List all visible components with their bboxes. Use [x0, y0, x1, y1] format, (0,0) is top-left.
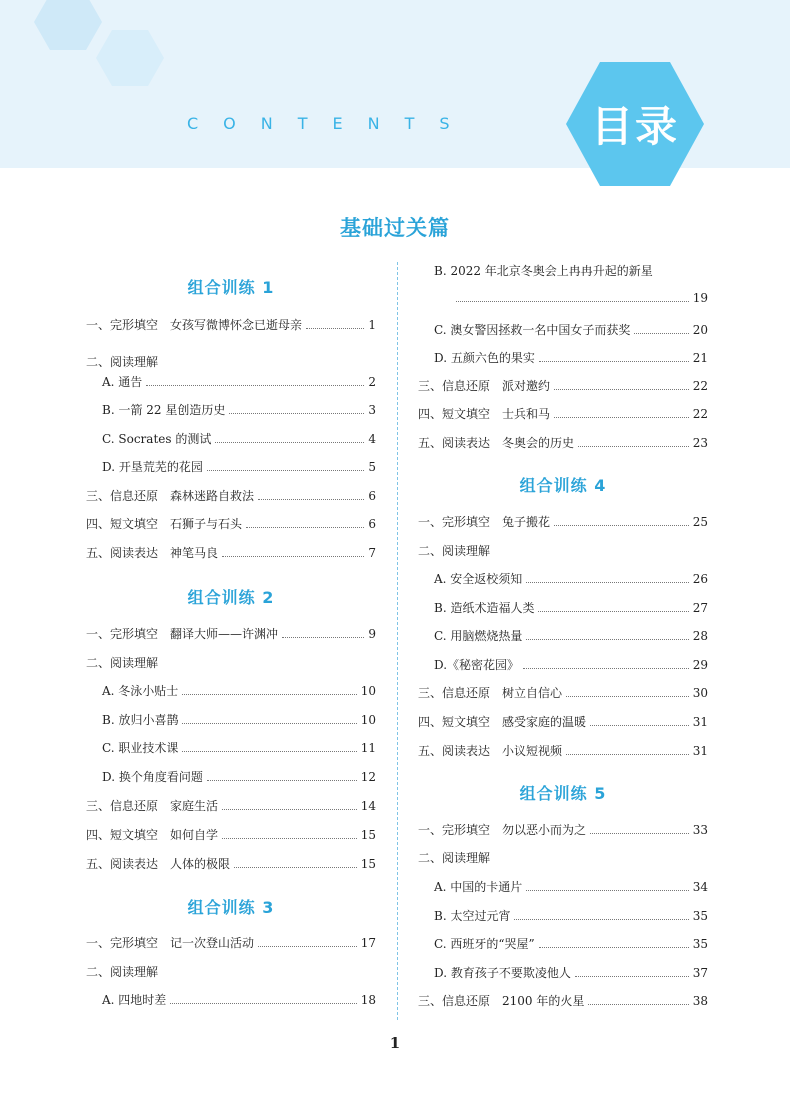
toc-entry-page: 35	[692, 909, 708, 923]
toc-entry-page: 14	[360, 799, 376, 813]
toc-entry-title: 三、信息还原 树立自信心	[418, 686, 563, 700]
toc-entry[interactable]	[418, 599, 708, 619]
dot-leader	[207, 770, 357, 781]
toc-entry-page: 10	[360, 713, 376, 727]
toc-entry-title: 一、完形填空 女孩写微博怀念已逝母亲	[86, 318, 303, 332]
toc-entry-title: 四、短文填空 感受家庭的温暖	[418, 715, 587, 729]
toc-entry[interactable]	[418, 434, 708, 454]
toc-entry-page: 11	[360, 741, 376, 755]
toc-entry[interactable]	[86, 373, 376, 393]
dot-leader	[588, 994, 688, 1005]
toc-entry[interactable]	[418, 684, 708, 704]
toc-entry[interactable]	[418, 513, 708, 533]
unit-heading: 组合训练 2	[187, 588, 275, 607]
dot-leader	[222, 799, 357, 810]
toc-entry	[86, 353, 376, 373]
toc-entry[interactable]	[86, 855, 376, 875]
dot-leader	[526, 629, 688, 640]
toc-entry-title: 三、信息还原 2100 年的火星	[418, 994, 585, 1008]
toc-entry-title: 三、信息还原 派对邀约	[418, 379, 551, 393]
toc-entry-title: C. Socrates 的测试	[102, 432, 212, 446]
toc-entry[interactable]	[86, 826, 376, 846]
toc-entry-title: 三、信息还原 家庭生活	[86, 799, 219, 813]
toc-entry[interactable]	[418, 656, 708, 676]
toc-entry[interactable]	[86, 458, 376, 478]
toc-entry-page: 26	[692, 572, 708, 586]
toc-entry-title: C. 职业技术课	[102, 741, 179, 755]
toc-entry-title: 一、完形填空 记一次登山活动	[86, 936, 255, 950]
toc-entry-title: A. 中国的卡通片	[434, 880, 523, 894]
toc-entry-title: B. 放归小喜鹊	[102, 713, 179, 727]
dot-leader	[554, 515, 689, 526]
unit-heading: 组合训练 5	[519, 784, 607, 803]
dot-leader	[258, 489, 364, 500]
toc-entry[interactable]	[418, 907, 708, 927]
toc-entry[interactable]	[418, 570, 708, 590]
toc-entry-title: 一、完形填空 勿以恶小而为之	[418, 823, 587, 837]
toc-entry-title: C. 澳女警因拯救一名中国女子而获奖	[434, 323, 631, 337]
page-title: 目录	[590, 102, 679, 151]
toc-entry-page: 21	[692, 351, 708, 365]
toc-entry-title: 一、完形填空 翻译大师——许渊冲	[86, 627, 279, 641]
dot-leader	[207, 460, 365, 471]
toc-entry[interactable]	[418, 349, 708, 369]
dot-leader	[526, 880, 688, 891]
toc-entry[interactable]	[418, 935, 708, 955]
toc-entry-page: 18	[360, 993, 376, 1007]
toc-entry-page: 28	[692, 629, 708, 643]
dot-leader	[229, 403, 364, 414]
dot-leader	[222, 546, 364, 557]
toc-entry-page: 23	[692, 436, 708, 450]
toc-entry[interactable]	[86, 797, 376, 817]
dot-leader	[538, 601, 688, 612]
toc-entry[interactable]	[86, 711, 376, 731]
toc-entry-title: B. 一箭 22 星创造历史	[102, 403, 226, 417]
dot-leader	[575, 966, 689, 977]
toc-entry[interactable]	[86, 487, 376, 507]
toc-entry[interactable]	[418, 321, 708, 341]
toc-entry[interactable]	[418, 742, 708, 762]
toc-entry-title: D. 教育孩子不要欺凌他人	[434, 966, 571, 980]
toc-entry-title: A. 四地时差	[102, 993, 167, 1007]
toc-entry-page: 34	[692, 880, 708, 894]
dot-leader	[170, 993, 356, 1004]
toc-entry-title: 二、阅读理解	[86, 355, 159, 369]
toc-entry-page: 29	[692, 658, 708, 672]
dot-leader	[523, 658, 689, 669]
toc-entry-page: 19	[692, 291, 708, 305]
toc-entry-page: 31	[692, 715, 708, 729]
toc-entry-page: 37	[692, 966, 708, 980]
toc-entry-title: 二、阅读理解	[418, 851, 491, 865]
dot-leader	[634, 323, 688, 334]
dot-leader	[514, 909, 688, 920]
dot-leader	[222, 828, 357, 839]
dot-leader	[539, 937, 689, 948]
toc-entry-title: 四、短文填空 石狮子与石头	[86, 517, 243, 531]
toc-entry[interactable]	[86, 991, 376, 1011]
toc-entry-page: 33	[692, 823, 708, 837]
toc-entry-title: B. 太空过元宵	[434, 909, 511, 923]
toc-entry-page: 12	[360, 770, 376, 784]
toc-entry-title: 四、短文填空 士兵和马	[418, 407, 551, 421]
toc-entry-page: 38	[692, 994, 708, 1008]
toc-entry[interactable]	[86, 544, 376, 564]
toc-entry	[418, 849, 708, 869]
dot-leader	[590, 715, 689, 726]
contents-heading: CONTENTS	[187, 114, 475, 133]
dot-leader	[578, 436, 689, 447]
toc-entry-title: 四、短文填空 如何自学	[86, 828, 219, 842]
unit-heading: 组合训练 1	[187, 278, 275, 297]
toc-entry-page: 20	[692, 323, 708, 337]
dot-leader	[566, 744, 689, 755]
toc-entry-title: B. 2022 年北京冬奥会上冉冉升起的新星	[434, 264, 653, 278]
toc-entry-page: 31	[692, 744, 708, 758]
hexagon-decoration	[0, 0, 200, 100]
toc-entry[interactable]	[418, 377, 708, 397]
toc-entry-title: A. 冬泳小贴士	[102, 684, 179, 698]
toc-entry[interactable]	[86, 316, 376, 336]
toc-entry[interactable]	[418, 262, 708, 282]
dot-leader	[215, 432, 364, 443]
dot-leader	[554, 407, 689, 418]
toc-entry[interactable]	[418, 992, 708, 1012]
toc-entry-page: 15	[360, 828, 376, 842]
toc-entry	[86, 963, 376, 983]
toc-entry-page: 10	[360, 684, 376, 698]
toc-entry[interactable]	[418, 627, 708, 647]
toc-entry-title: 一、完形填空 兔子搬花	[418, 515, 551, 529]
part-title: 基础过关篇	[340, 215, 450, 240]
dot-leader	[282, 627, 364, 638]
toc-entry-title: 二、阅读理解	[86, 965, 159, 979]
toc-entry-page: 2	[368, 375, 376, 389]
dot-leader	[526, 572, 688, 583]
column-divider	[397, 262, 398, 1020]
toc-entry[interactable]	[86, 430, 376, 450]
toc-entry-title: 五、阅读表达 冬奥会的历史	[418, 436, 575, 450]
toc-entry-title: 五、阅读表达 神笔马良	[86, 546, 219, 560]
dot-leader	[146, 375, 364, 386]
toc-entry-page: 6	[368, 517, 376, 531]
toc-entry[interactable]	[418, 878, 708, 898]
toc-entry-title: B. 造纸术造福人类	[434, 601, 535, 615]
toc-entry[interactable]	[86, 401, 376, 421]
toc-entry-title: A. 通告	[102, 375, 143, 389]
toc-entry-page: 4	[368, 432, 376, 446]
toc-entry[interactable]	[418, 291, 708, 311]
dot-leader	[234, 857, 357, 868]
toc-entry[interactable]	[86, 739, 376, 759]
toc-entry[interactable]	[86, 768, 376, 788]
toc-entry-page: 22	[692, 379, 708, 393]
toc-entry-page: 5	[368, 460, 376, 474]
toc-entry-page: 30	[692, 686, 708, 700]
toc-entry[interactable]	[86, 682, 376, 702]
dot-leader	[590, 823, 689, 834]
unit-heading: 组合训练 4	[519, 476, 607, 495]
toc-entry[interactable]	[418, 964, 708, 984]
toc-entry-title: C. 西班牙的“哭屋”	[434, 937, 535, 951]
toc-entry-title: 三、信息还原 森林迷路自救法	[86, 489, 255, 503]
toc-entry-title: A. 安全返校须知	[434, 572, 523, 586]
dot-leader	[539, 351, 689, 362]
dot-leader	[554, 379, 689, 390]
toc-entry-page: 3	[368, 403, 376, 417]
toc-entry-title: 五、阅读表达 小议短视频	[418, 744, 563, 758]
toc-entry[interactable]	[86, 515, 376, 535]
toc-entry	[86, 654, 376, 674]
unit-heading: 组合训练 3	[187, 898, 275, 917]
dot-leader	[258, 936, 357, 947]
toc-entry-page: 25	[692, 515, 708, 529]
page-number: 1	[389, 1034, 401, 1052]
toc-entry-page: 7	[368, 546, 376, 560]
toc-entry-page: 9	[368, 627, 376, 641]
toc-entry-title: D. 五颜六色的果实	[434, 351, 535, 365]
toc-entry-title: D.《秘密花园》	[434, 658, 520, 672]
dot-leader	[246, 517, 364, 528]
toc-entry[interactable]	[86, 625, 376, 645]
dot-leader	[566, 686, 689, 697]
toc-entry[interactable]	[86, 934, 376, 954]
dot-leader	[182, 741, 356, 752]
toc-entry-page: 27	[692, 601, 708, 615]
toc-entry	[418, 542, 708, 562]
dot-leader	[306, 318, 364, 329]
dot-leader	[182, 684, 356, 695]
toc-entry[interactable]	[418, 821, 708, 841]
dot-leader	[456, 291, 689, 302]
toc-entry[interactable]	[418, 405, 708, 425]
toc-entry-page: 15	[360, 857, 376, 871]
toc-entry-page: 1	[368, 318, 376, 332]
toc-entry-title: 五、阅读表达 人体的极限	[86, 857, 231, 871]
toc-entry-title: 二、阅读理解	[418, 544, 491, 558]
toc-entry-page: 22	[692, 407, 708, 421]
toc-entry-page: 17	[360, 936, 376, 950]
toc-entry-title: C. 用脑燃烧热量	[434, 629, 523, 643]
toc-entry-title: D. 开垦荒芜的花园	[102, 460, 203, 474]
toc-entry-page: 35	[692, 937, 708, 951]
toc-entry-title: D. 换个角度看问题	[102, 770, 203, 784]
toc-entry-title: 二、阅读理解	[86, 656, 159, 670]
toc-entry-page: 6	[368, 489, 376, 503]
dot-leader	[182, 713, 356, 724]
toc-entry[interactable]	[418, 713, 708, 733]
